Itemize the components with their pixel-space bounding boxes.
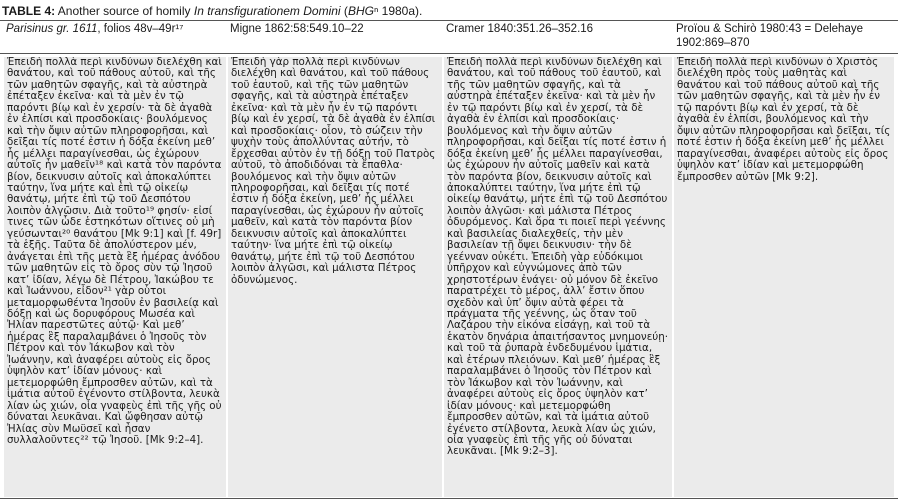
cell-parisinus	[7, 57, 223, 497]
caption-text-mid: (	[340, 4, 348, 18]
table-top-rule	[0, 20, 898, 21]
column-header-italic: Parisinus gr. 1611	[6, 23, 98, 35]
cell-text: Ἐπειδὴ γὰρ πολλὰ περὶ κινδύνων διελέχθη καὶ θανάτου, καὶ τοῦ πάθους τοῦ ἑαυτοῦ, καὶ τῆς τῶν μαθητῶν σφαγῆς, καὶ τὰ αὐστηρὰ ἐπέταξεν ἐκεῖνα· καὶ τὰ μὲν ἦν ἐν τῷ παρόντι βίῳ καὶ ἐν χερσί, τὰ δὲ ἀγαθὰ ἐν ἐλπίσι καὶ προσδοκίαις· οἷον, τὸ σώζειν τὴν ψυχὴν τοὺς ἀπολλύντας αὐτήν, τὸ ἔρχεσθαι αὐτὸν ἐν τῇ δόξῃ τοῦ Πατρὸς αὐτοῦ, τὸ ἀποδιδόναι τὰ ἔπαθλα· βουλόμενος καὶ τὴν ὄψιν αὐτῶν πληροφορῆσαι, καὶ δεῖξαι τίς ποτέ ἐστιν ἡ δόξα ἐκείνη, μεθ’ ἧς μέλλει παραγίνεσθαι, ὡς ἐχώρουν ἦν αὐτοῖς μαθεῖν, καὶ κατὰ τὸν παρόντα βίον δεικνυσιν αὐτοῖς καὶ ἀποκαλύπτει ταύτην· ἵνα μήτε ἐπὶ τῷ οἰκείῳ θανάτῳ, μήτε ἐπὶ τῷ τοῦ Δεσπότου λοιπὸν ἀλγῶσι, καὶ μάλιστα Πέτρος ὀδυνώμενος.	[231, 57, 436, 286]
column-header-text: Migne 1862:58:549.10–22	[230, 23, 364, 35]
caption-text-before: Another source of homily	[55, 4, 194, 18]
caption-italic-title: In transfigurationem Domini	[193, 4, 341, 18]
column-header-migne	[230, 22, 440, 36]
column-header-proiou	[676, 22, 892, 50]
caption-label: TABLE 4:	[2, 4, 56, 18]
cell-cramer	[447, 57, 669, 497]
column-header-text: Proïou & Schirò 1980:43 = Delehaye 1902:869–870	[676, 23, 863, 49]
table-caption	[2, 3, 894, 19]
cell-text: Ἐπειδὴ πολλὰ περὶ κινδύνων διελέχθη καὶ θανάτου, καὶ τοῦ πάθους τοῦ ἑαυτοῦ, καὶ τῆς τῶν μαθητῶν σφαγῆς, καὶ τὰ αὐστηρὰ ἐπέταξεν ἐκεῖνα· καὶ τὰ μὲν ἦν ἐν τῷ παρόντι βίῳ καὶ ἐν χερσί, τὰ δὲ ἀγαθὰ ἐν ἐλπίσι καὶ προσδοκίαις· βουλόμενος καὶ τὴν ὄψιν αὐτῶν πληροφορῆσαι, καὶ δεῖξαι τίς ποτέ ἐστιν ἡ δόξα ἐκείνη μεθ’ ἧς μέλλει παραγίνεσθαι, ὡς ἐχώρουν ἦν αὐτοῖς μαθεῖν καὶ κατὰ τὸν παρόντα βίον, δεικνυσιν αὐτοῖς καὶ ἀποκαλύπτει ταύτην, ἵνα μήτε ἐπὶ τῷ οἰκείῳ θανάτῳ, μήτε ἐπὶ τῷ τοῦ Δεσπότου λοιπὸν ἀλγῶσι· καὶ μάλιστα Πέτρος ὀδυρόμενος. Καὶ ὅρα τι ποιεῖ περὶ γεέννης καὶ βασιλείας διαλεχθείς, τὴν μὲν βασιλείαν τῇ ὄψει δεικνυσιν· τὴν δὲ γεένναν οὐκέτι. Ἐπειδὴ γὰρ εὐδόκιμοι ὑπῆρχον καὶ εὐγνώμονες ἀπὸ τῶν χρηστοτέρων ἐνάγει· οὐ μόνον δὲ ἐκεῖνο παρατρέχει τὸ μέρος, ἀλλ’ ἔστιν ὅπου σχεδὸν καὶ ὑπ’ ὄψιν αὐτὰ φέρει τὰ πράγματα τῆς γεέννης, ὡς ὅταν τοῦ Λαζάρου τὴν εἰκόνα εἰσάγῃ, καὶ τοῦ τὰ ἑκατὸν δηνάρια ἀπαιτήσαντος μνημονεύῃ· καὶ τοῦ τὰ ῥυπαρὰ ἐνδεδυμένου ἱμάτια, καὶ ἑτέρων πλειόνων. Καὶ μεθ’ ἡμέρας ἓξ παραλαμβάνει ὁ Ἰησοῦς τὸν Πέτρον καὶ τὸν Ἰάκωβον καὶ τὸν Ἰωάννην, καὶ ἀναφέρει αὐτοὺς εἰς ὄρος ὑψηλὸν κατ’ ἰδίαν μόνους· καὶ μετεμορφώθη ἔμπροσθεν αὐτῶν, καὶ τὰ ἱμάτια αὐτοῦ ἐγένετο στίλβοντα, λευκὰ λίαν ὡς χιών, οἷα γναφεὺς ἐπὶ τῆς γῆς οὐ δύναται λευκᾶναι. [Mk 9:2–3].	[447, 57, 669, 458]
column-header-text: , folios 48v–49r¹⁷	[97, 23, 184, 35]
cell-text: Ἐπειδὴ πολλὰ περὶ κινδύνων ὁ Χριστὸς διελέχθη πρὸς τοὺς μαθητὰς καὶ θανάτου καὶ τοῦ πάθους αὐτοῦ καὶ τῆς τῶν μαθητῶν σφαγῆς, καὶ τὰ μὲν ἦν ἐν τῷ παρόντι βίῳ καὶ ἐν χερσί, τὰ δὲ ἀγαθὰ ἐν ἐλπίσι, βουλόμενος καὶ τὴν ὄψιν αὐτῶν πληροφορῆσαι καὶ δεῖξαι, τίς ποτέ ἐστιν ἡ δόξα ἐκείνη μεθ’ ἧς μέλλει παραγίνεσθαι, ἀναφέρει αὐτοὺς εἰς ὄρος ὑψηλὸν κατ’ ἰδίαν καὶ μετεμορφώθη ἔμπροσθεν αὐτῶν [Mk 9:2].	[677, 57, 891, 183]
cell-text: Ἐπειδὴ πολλὰ περὶ κινδύνων διελέχθη καὶ θανάτου, καὶ τοῦ πάθους αὐτοῦ, καὶ τῆς τῶν μαθητῶν σφαγῆς, καὶ τὰ αὐστηρὰ ἐπέταξεν ἐκεῖνα· καὶ τὰ μὲν ἐν τῷ παρόντι βίῳ καὶ ἐν χερσίν· τὰ δὲ ἀγαθὰ ἐν ἐλπίσι καὶ προσδοκίαις· βουλόμενος καὶ τὴν ὄψιν αὐτῶν πληροφορῆσαι, καὶ δεῖξαι τίς ποτέ ἐστιν ἡ δόξα ἐκείνη μεθ’ ἧς μέλλει παραγίνεσθαι, ὡς ἐχώρουν αὐτοῖς ἦν μαθεῖν¹⁸ καὶ κατὰ τὸν παρόντα βίον, δεικνυσιν αὐτοῖς καὶ ἀποκαλύπτει ταύτην, ἵνα μήτε καὶ ἐπὶ τῷ οἰκείῳ θανάτῳ, μήτε ἐπὶ τῷ τοῦ Δεσπότου λοιπὸν ἀλγῶσιν. Διὰ τοῦτο¹⁹ φησίν· εἰσί τινες τῶν ὧδε ἑστηκότων οἵτινες οὐ μὴ γεύσωνται²⁰ θανάτου [Mk 9:1] καὶ [f. 49r] τὰ ἑξῆς. Ταῦτα δὲ ἀπολύστερον μέν, ἀνάγεται ἐπὶ τῆς μετὰ ἓξ ἡμέρας ἀνόδου τῶν μαθητῶν εἰς τὸ ὄρος σὺν τῷ Ἰησοῦ κατ’ ἰδίαν, λέγω δὲ Πέτρου, Ἰακώβου τε καὶ Ἰωάννου, εἶδον²¹ γὰρ οὗτοι μεταμορφωθέντα Ἰησοῦν ἐν βασιλείᾳ καὶ δόξῃ καὶ ὡς δορυφόρους Μωσέα καὶ Ἠλίαν παρεστῶτες αὐτῷ· Καὶ μεθ’ ἡμέρας ἓξ παραλαμβάνει ὁ Ἰησοῦς τὸν Πέτρον καὶ τὸν Ἰάκωβον καὶ τὸν Ἰωάννην, καὶ ἀναφέρει αὐτοὺς εἰς ὄρος ὑψηλὸν κατ’ ἰδίαν μόνους· καὶ μετεμορφώθη ἔμπροσθεν αὐτῶν, καὶ τὰ ἱμάτια αὐτοῦ ἐγένοντο στίλβοντα, λευκὰ λίαν ὡς χιών, οἷα γναφεὺς ἐπὶ τῆς γῆς οὐ δύναται λευκᾶναι. Καὶ ὤφθησαν αὐτῷ Ἠλίας σὺν Μωϋσεῖ καὶ ἦσαν συλλαλοῦντες²² τῷ Ἰησοῦ. [Mk 9:2–4].	[7, 57, 222, 446]
caption-text-after: ⁿ 1980a).	[373, 4, 423, 18]
cell-migne	[231, 57, 439, 497]
table-header-rule	[0, 53, 898, 54]
column-header-parisinus	[6, 22, 226, 36]
table-bottom-rule	[0, 498, 898, 499]
caption-italic-bhg: BHG	[347, 4, 374, 18]
cell-proiou	[677, 57, 891, 497]
column-header-cramer	[446, 22, 671, 36]
column-header-text: Cramer 1840:351.26–352.16	[446, 23, 594, 35]
